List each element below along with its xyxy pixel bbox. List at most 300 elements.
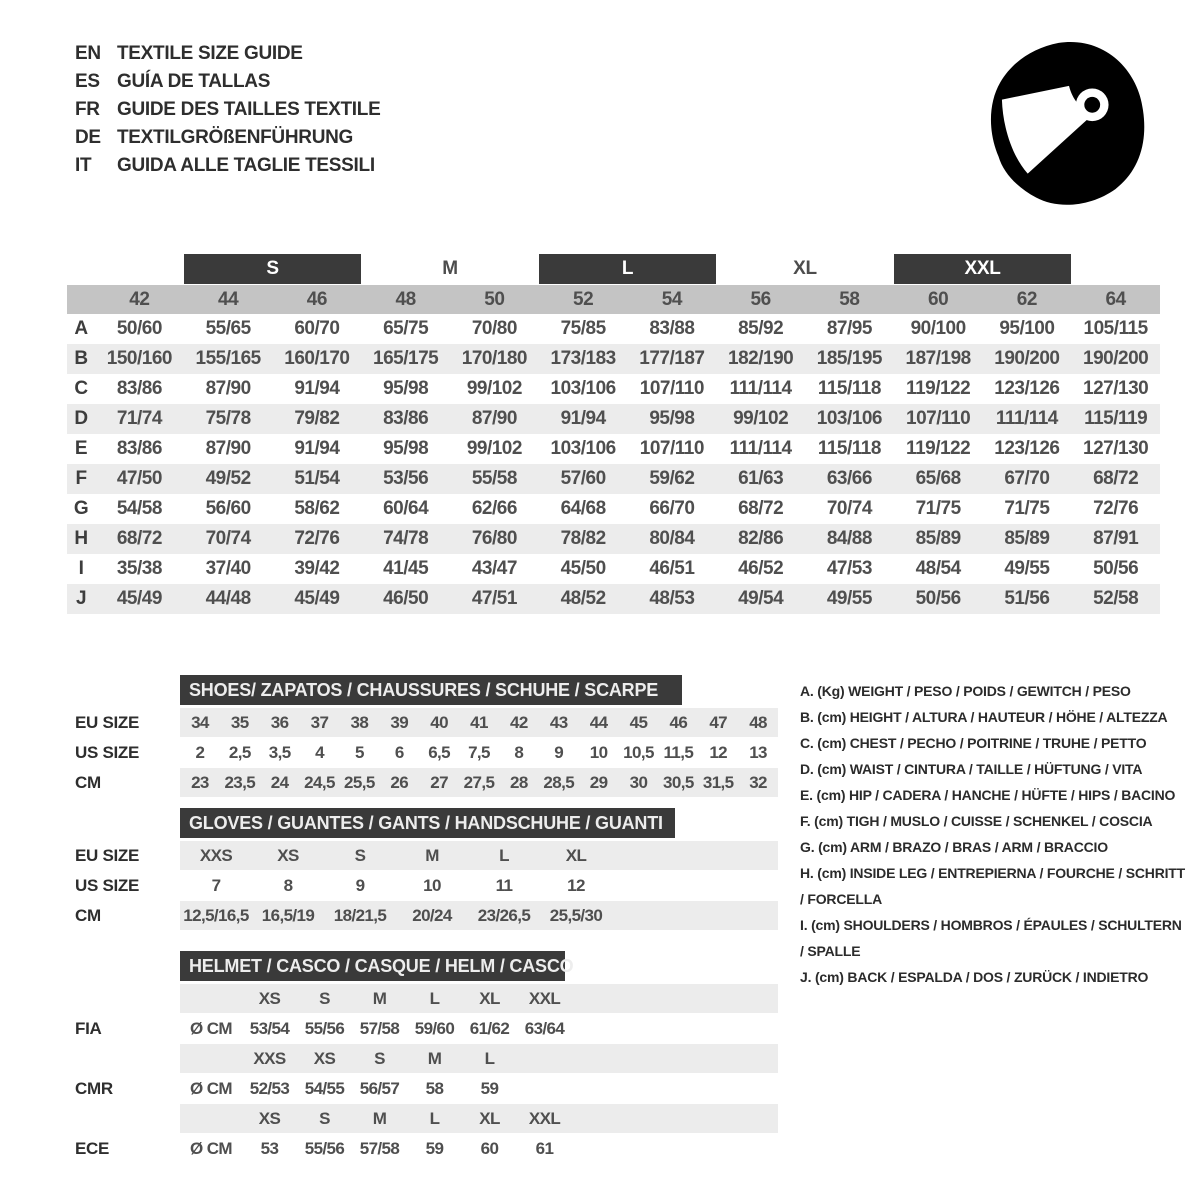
row-label: H	[74, 528, 88, 549]
language-header	[75, 40, 380, 180]
table-row	[67, 584, 1160, 614]
value-cell: 10,5	[623, 742, 654, 762]
value-cell: 38	[350, 712, 369, 732]
row-values	[180, 1104, 778, 1133]
row-label: J	[75, 588, 87, 609]
table-row	[67, 314, 1160, 344]
size-value-cell: 62/66	[471, 498, 517, 519]
size-value-cell: 123/126	[994, 378, 1060, 399]
racing-helmet-icon	[983, 36, 1155, 208]
value-cell: 39	[390, 712, 409, 732]
size-group-header-row	[67, 254, 1160, 284]
size-value-cell: 170/180	[461, 348, 527, 369]
size-value-cell: 85/89	[915, 528, 961, 549]
size-value-cell: 47/53	[826, 558, 872, 579]
row-label: B	[74, 348, 88, 369]
row-values	[180, 871, 778, 900]
size-column-header: 62	[1016, 288, 1037, 310]
row-label: E	[74, 438, 88, 459]
value-cell: 34	[191, 712, 209, 732]
value-cell: 16,5/19	[261, 905, 315, 925]
value-cell: 44	[589, 712, 608, 732]
size-value-cell: 48/54	[915, 558, 961, 579]
shoes-size-table	[68, 675, 780, 797]
row-header-spacer	[68, 1104, 180, 1133]
size-value-cell: 55/58	[471, 468, 517, 489]
value-cell: 12,5/16,5	[183, 905, 249, 925]
size-value-cell: 70/74	[205, 528, 251, 549]
row-header-spacer	[68, 984, 180, 1013]
helmet-size-row	[68, 1104, 780, 1133]
size-value-cell: 46/51	[649, 558, 695, 579]
value-cell: 57/58	[359, 1018, 400, 1038]
value-cell: S	[354, 845, 366, 865]
value-cell: 4	[315, 742, 324, 762]
value-cell: 36	[270, 712, 289, 732]
value-cell: 53/54	[249, 1018, 290, 1038]
size-value-cell: 82/86	[738, 528, 784, 549]
size-value-cell: 65/68	[915, 468, 961, 489]
language-label: GUIDE DES TAILLES TEXTILE	[117, 99, 381, 120]
value-cell: 59	[480, 1078, 499, 1098]
size-value-cell: 182/190	[728, 348, 794, 369]
value-cell: 43	[549, 712, 568, 732]
size-column-header: 56	[750, 288, 771, 310]
size-value-cell: 87/91	[1093, 528, 1139, 549]
standard-label: CMR	[75, 1078, 113, 1098]
value-cell: 59	[425, 1138, 444, 1158]
value-cell: 48	[749, 712, 767, 732]
size-column-header: 48	[395, 288, 416, 310]
size-value-cell: 85/89	[1004, 528, 1050, 549]
size-value-cell: 95/98	[649, 408, 695, 429]
row-values	[180, 1134, 778, 1163]
table-row	[68, 841, 780, 870]
size-value-cell: 155/165	[195, 348, 261, 369]
value-cell: 61/62	[469, 1018, 510, 1038]
size-value-cell: 59/62	[649, 468, 695, 489]
size-value-cell: 55/65	[205, 318, 251, 339]
table-row	[67, 434, 1160, 464]
gloves-size-table	[68, 808, 780, 930]
value-cell: 11,5	[663, 742, 694, 762]
legend-item: B. (cm) HEIGHT / ALTURA / HAUTEUR / HÖHE / ALTEZZA	[800, 709, 1168, 725]
size-value-cell: 64/68	[560, 498, 606, 519]
size-value-cell: 127/130	[1083, 438, 1149, 459]
size-value-cell: 119/122	[906, 378, 971, 399]
value-cell: 37	[310, 712, 329, 732]
size-label-cell: XS	[313, 1048, 336, 1068]
value-cell: 59/60	[414, 1018, 455, 1038]
size-value-cell: 185/195	[816, 348, 882, 369]
size-value-cell: 87/90	[205, 438, 251, 459]
helmet-table-title: HELMET / CASCO / CASQUE / HELM / CASCO	[180, 951, 565, 981]
size-value-cell: 74/78	[383, 528, 429, 549]
row-label: I	[78, 558, 84, 579]
size-value-cell: 41/45	[383, 558, 429, 579]
size-value-cell: 95/98	[383, 438, 429, 459]
table-row	[67, 494, 1160, 524]
legend-item: H. (cm) INSIDE LEG / ENTREPIERNA / FOURCHE / SCHRITT / FORCELLA	[800, 865, 1185, 907]
size-column-header: 58	[839, 288, 860, 310]
value-cell: 10	[423, 875, 441, 895]
legend-item: C. (cm) CHEST / PECHO / POITRINE / TRUHE / PETTO	[800, 735, 1147, 751]
row-label-spacer	[67, 285, 95, 314]
value-cell: 32	[749, 772, 767, 792]
size-value-cell: 58/62	[294, 498, 340, 519]
size-value-cell: 51/56	[1004, 588, 1050, 609]
value-cell: 60	[480, 1138, 499, 1158]
size-value-cell: 95/98	[383, 378, 429, 399]
measurement-rows	[67, 314, 1160, 614]
row-label: C	[74, 378, 88, 399]
value-cell: 35	[230, 712, 249, 732]
size-label-cell: S	[319, 1108, 330, 1128]
value-cell: 42	[510, 712, 528, 732]
size-value-cell: 53/56	[383, 468, 429, 489]
value-cell: 24,5	[304, 772, 335, 792]
size-value-cell: 115/118	[817, 438, 881, 459]
standard-label: FIA	[75, 1018, 102, 1038]
size-value-cell: 60/64	[383, 498, 429, 519]
language-row	[75, 152, 380, 180]
legend-item: G. (cm) ARM / BRAZO / BRAS / ARM / BRACCIO	[800, 839, 1108, 855]
value-cell: 23,5	[224, 772, 256, 792]
row-header-label: EU SIZE	[75, 845, 140, 865]
row-values	[180, 901, 778, 930]
row-header-label: CM	[75, 905, 101, 925]
size-value-cell: 49/54	[738, 588, 784, 609]
size-value-cell: 87/90	[205, 378, 251, 399]
size-number-row	[67, 285, 1160, 314]
size-value-cell: 47/50	[116, 468, 162, 489]
size-value-cell: 71/74	[116, 408, 162, 429]
table-row	[67, 344, 1160, 374]
language-code: DE	[75, 127, 101, 148]
size-value-cell: 75/78	[205, 408, 251, 429]
size-value-cell: 107/110	[639, 438, 704, 459]
size-value-cell: 103/106	[550, 378, 616, 399]
size-label-cell: L	[429, 1108, 440, 1128]
size-value-cell: 39/42	[294, 558, 340, 579]
size-value-cell: 49/55	[1004, 558, 1050, 579]
size-value-cell: 46/52	[738, 558, 784, 579]
size-value-cell: 111/114	[729, 378, 792, 399]
size-value-cell: 119/122	[906, 438, 971, 459]
size-label-cell: L	[484, 1048, 495, 1068]
helmet-size-table	[68, 951, 780, 1163]
size-value-cell: 68/72	[116, 528, 162, 549]
value-cell: 63/64	[524, 1018, 565, 1038]
size-label-cell: XL	[479, 1108, 500, 1128]
legend-item: J. (cm) BACK / ESPALDA / DOS / ZURÜCK / INDIETRO	[800, 969, 1149, 985]
size-value-cell: 111/114	[995, 408, 1058, 429]
value-cell: 57/58	[359, 1138, 400, 1158]
size-value-cell: 90/100	[910, 318, 966, 339]
value-cell: 10	[589, 742, 608, 762]
table-row	[68, 901, 780, 930]
row-values	[180, 984, 778, 1013]
size-value-cell: 99/102	[466, 378, 522, 399]
legend-item: E. (cm) HIP / CADERA / HANCHE / HÜFTE / HIPS / BACINO	[800, 787, 1176, 803]
size-value-cell: 105/115	[1083, 318, 1148, 339]
unit-spacer	[180, 1104, 242, 1133]
size-value-cell: 173/183	[550, 348, 616, 369]
size-value-cell: 107/110	[639, 378, 704, 399]
row-header-label: US SIZE	[75, 742, 140, 762]
value-cell: 47	[709, 712, 728, 732]
size-value-cell: 50/56	[915, 588, 961, 609]
language-label: TEXTILE SIZE GUIDE	[117, 43, 303, 64]
size-value-cell: 107/110	[906, 408, 971, 429]
size-value-cell: 103/106	[550, 438, 616, 459]
value-cell: 9	[355, 875, 365, 895]
size-label-cell: XXL	[528, 988, 561, 1008]
row-values	[180, 738, 778, 767]
size-group-cell: M	[442, 258, 458, 279]
table-row	[67, 554, 1160, 584]
table-row	[68, 871, 780, 900]
size-value-cell: 85/92	[738, 318, 784, 339]
size-column-header: 42	[129, 288, 150, 310]
value-cell: 26	[390, 772, 409, 792]
value-cell: 6	[394, 742, 404, 762]
size-value-cell: 177/187	[639, 348, 705, 369]
size-value-cell: 52/58	[1093, 588, 1139, 609]
size-value-cell: 51/54	[294, 468, 340, 489]
size-value-cell: 99/102	[733, 408, 789, 429]
value-cell: 55/56	[304, 1018, 345, 1038]
size-value-cell: 115/118	[817, 378, 881, 399]
value-cell: M	[425, 845, 439, 865]
size-value-cell: 91/94	[560, 408, 606, 429]
value-cell: 56/57	[359, 1078, 400, 1098]
size-value-cell: 46/50	[383, 588, 429, 609]
size-label-cell: M	[427, 1048, 442, 1068]
value-cell: 6,5	[428, 742, 451, 762]
size-value-cell: 103/106	[816, 408, 882, 429]
unit-spacer	[180, 984, 242, 1013]
size-value-cell: 48/52	[560, 588, 606, 609]
row-values	[180, 1014, 778, 1043]
size-value-cell: 68/72	[1093, 468, 1139, 489]
size-column-header: 46	[306, 288, 327, 310]
row-values	[180, 1074, 778, 1103]
row-values	[180, 708, 778, 737]
racing-helmet-icon	[983, 36, 1155, 208]
size-column-header: 44	[218, 288, 239, 310]
helmet-size-row	[68, 1044, 780, 1073]
value-cell: 11	[495, 875, 513, 895]
row-values	[180, 841, 778, 870]
size-value-cell: 115/119	[1084, 408, 1148, 429]
size-label-cell: M	[372, 1108, 387, 1128]
language-code: ES	[75, 71, 100, 92]
value-cell: 29	[589, 772, 608, 792]
table-row	[67, 524, 1160, 554]
size-value-cell: 48/53	[649, 588, 695, 609]
size-label-cell: S	[319, 988, 330, 1008]
size-value-cell: 190/200	[1083, 348, 1149, 369]
row-values	[180, 1044, 778, 1073]
size-value-cell: 44/48	[205, 588, 251, 609]
size-group-cell: S	[184, 254, 362, 284]
size-value-cell: 72/76	[1093, 498, 1139, 519]
measurement-legend	[800, 678, 1185, 990]
language-row	[75, 40, 380, 68]
value-cell: 5	[354, 742, 364, 762]
value-cell: 13	[749, 742, 767, 762]
table-row	[68, 708, 780, 737]
size-value-cell: 83/86	[383, 408, 429, 429]
size-value-cell: 75/85	[560, 318, 606, 339]
size-value-cell: 67/70	[1004, 468, 1050, 489]
size-value-cell: 57/60	[560, 468, 606, 489]
size-value-cell: 80/84	[649, 528, 695, 549]
value-cell: 30,5	[662, 772, 694, 792]
value-cell: 27,5	[463, 772, 495, 792]
unit-cell: Ø CM	[190, 1018, 232, 1038]
value-cell: 23	[191, 772, 209, 792]
size-value-cell: 83/86	[116, 378, 162, 399]
gloves-table-title: GLOVES / GUANTES / GANTS / HANDSCHUHE / GUANTI	[180, 808, 675, 838]
legend-item: A. (Kg) WEIGHT / PESO / POIDS / GEWITCH / PESO	[800, 683, 1131, 699]
row-header-label: EU SIZE	[75, 712, 140, 732]
size-value-cell: 35/38	[116, 558, 162, 579]
value-cell: 18/21,5	[333, 905, 387, 925]
size-value-cell: 60/70	[294, 318, 340, 339]
language-label: GUIDA ALLE TAGLIE TESSILI	[117, 155, 375, 176]
size-label-cell: S	[374, 1048, 385, 1068]
value-cell: 40	[430, 712, 448, 732]
shoes-table-title: SHOES/ ZAPATOS / CHAUSSURES / SCHUHE / SCARPE	[180, 675, 682, 705]
value-cell: XS	[277, 845, 299, 865]
size-value-cell: 65/75	[383, 318, 429, 339]
size-column-header: 60	[928, 288, 949, 310]
value-cell: 58	[425, 1078, 444, 1098]
table-row	[67, 464, 1160, 494]
size-value-cell: 190/200	[994, 348, 1060, 369]
size-column-header: 64	[1105, 288, 1126, 310]
value-cell: 61	[535, 1138, 554, 1158]
value-cell: 45	[629, 712, 648, 732]
size-value-cell: 91/94	[294, 438, 340, 459]
table-row	[67, 374, 1160, 404]
value-cell: 31,5	[702, 772, 734, 792]
value-cell: 8	[514, 742, 524, 762]
size-value-cell: 68/72	[738, 498, 784, 519]
helmet-value-row	[68, 1014, 780, 1043]
value-cell: 27	[430, 772, 448, 792]
size-group-cell: L	[539, 254, 717, 284]
size-label-cell: XL	[479, 988, 500, 1008]
table-row	[67, 404, 1160, 434]
value-cell: 2	[195, 742, 205, 762]
value-cell: 8	[283, 875, 293, 895]
row-label: G	[73, 498, 89, 519]
language-row	[75, 124, 380, 152]
language-label: TEXTILGRÖßENFÜHRUNG	[117, 127, 354, 148]
language-label: GUÍA DE TALLAS	[117, 71, 271, 92]
row-header-spacer	[68, 1044, 180, 1073]
size-value-cell: 84/88	[826, 528, 872, 549]
row-header-label: US SIZE	[75, 875, 140, 895]
size-value-cell: 49/52	[205, 468, 251, 489]
size-value-cell: 47/51	[471, 588, 517, 609]
size-value-cell: 187/198	[905, 348, 971, 369]
row-header-label: CM	[75, 772, 101, 792]
language-row	[75, 96, 380, 124]
row-values	[180, 768, 778, 797]
size-value-cell: 87/90	[471, 408, 517, 429]
size-value-cell: 70/80	[471, 318, 517, 339]
size-value-cell: 91/94	[294, 378, 340, 399]
row-label: F	[75, 468, 87, 489]
size-column-header: 52	[573, 288, 594, 310]
size-value-cell: 165/175	[373, 348, 439, 369]
value-cell: XXS	[199, 845, 233, 865]
textile-size-table	[67, 254, 1160, 614]
size-value-cell: 87/95	[826, 318, 872, 339]
row-label: D	[74, 408, 88, 429]
size-group-cell: XXL	[894, 254, 1072, 284]
size-value-cell: 79/82	[294, 408, 340, 429]
size-value-cell: 76/80	[471, 528, 517, 549]
size-value-cell: 61/63	[738, 468, 784, 489]
value-cell: 9	[554, 742, 564, 762]
value-cell: 25,5/30	[549, 905, 603, 925]
legend-item: D. (cm) WAIST / CINTURA / TAILLE / HÜFTUNG / VITA	[800, 761, 1143, 777]
size-column-header: 54	[661, 288, 682, 310]
size-value-cell: 49/55	[826, 588, 872, 609]
size-value-cell: 71/75	[1004, 498, 1050, 519]
footwear-accessories-tables	[68, 675, 780, 1164]
value-cell: 24	[270, 772, 289, 792]
table-row	[68, 738, 780, 767]
value-cell: L	[499, 845, 509, 865]
legend-item: I. (cm) SHOULDERS / HOMBROS / ÉPAULES / SCHULTERN / SPALLE	[800, 917, 1182, 959]
value-cell: 12	[567, 875, 585, 895]
size-value-cell: 83/88	[649, 318, 695, 339]
value-cell: 3,5	[268, 742, 291, 762]
value-cell: 12	[709, 742, 728, 762]
standard-label: ECE	[75, 1138, 110, 1158]
value-cell: 20/24	[412, 905, 452, 925]
size-value-cell: 45/49	[116, 588, 162, 609]
size-value-cell: 43/47	[471, 558, 517, 579]
size-value-cell: 45/50	[560, 558, 606, 579]
size-value-cell: 66/70	[649, 498, 695, 519]
size-label-cell: XXS	[253, 1048, 286, 1068]
language-code: IT	[75, 155, 92, 176]
size-value-cell: 127/130	[1083, 378, 1149, 399]
size-value-cell: 70/74	[826, 498, 872, 519]
size-label-cell: XXL	[528, 1108, 561, 1128]
size-value-cell: 37/40	[205, 558, 251, 579]
size-value-cell: 56/60	[205, 498, 251, 519]
unit-cell: Ø CM	[190, 1138, 232, 1158]
helmet-size-row	[68, 984, 780, 1013]
row-label: A	[74, 318, 88, 339]
size-column-header: 50	[484, 288, 505, 310]
helmet-value-row	[68, 1074, 780, 1103]
size-label-cell: XS	[258, 1108, 281, 1128]
size-value-cell: 54/58	[116, 498, 162, 519]
size-value-cell: 83/86	[116, 438, 162, 459]
value-cell: 55/56	[304, 1138, 345, 1158]
value-cell: 7,5	[468, 742, 490, 762]
value-cell: 54/55	[304, 1078, 345, 1098]
